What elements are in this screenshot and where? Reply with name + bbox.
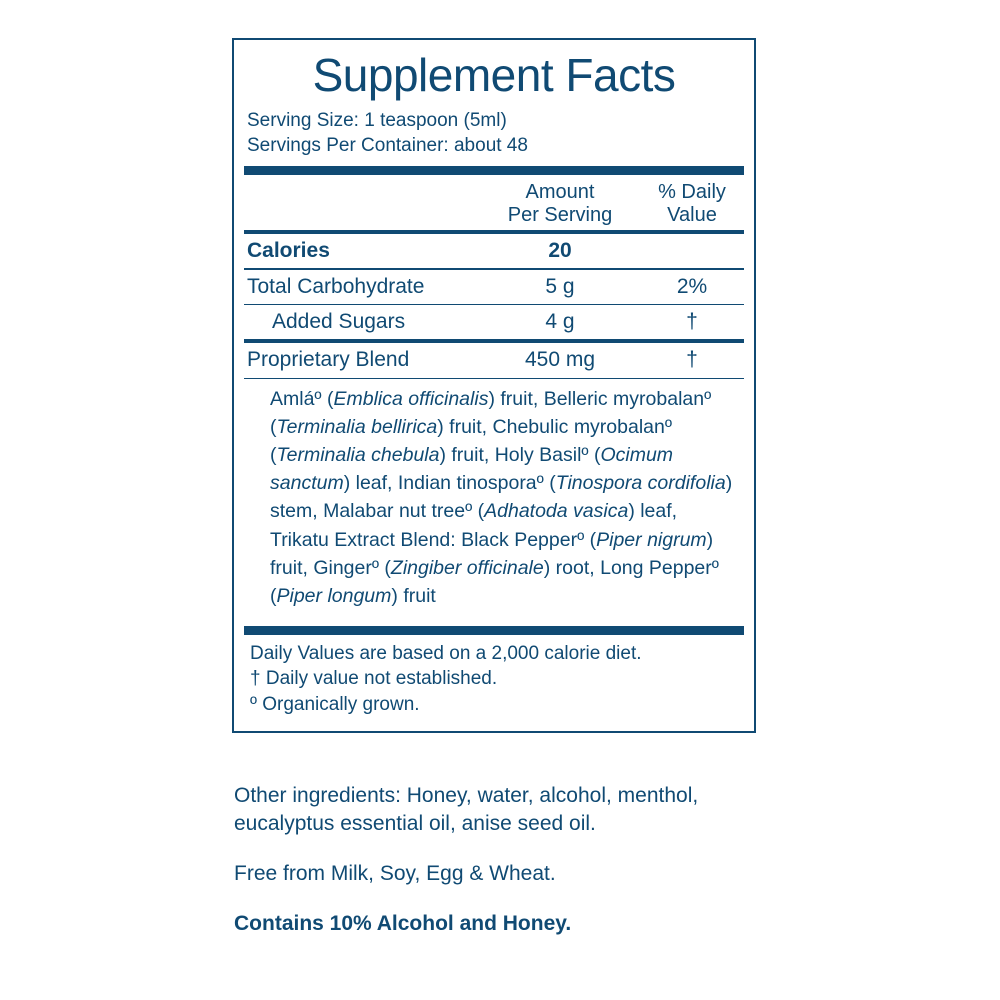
table-row bbox=[244, 343, 744, 377]
amount-per-serving-header bbox=[480, 181, 640, 226]
serving-size: Serving Size: 1 teaspoon (5ml) bbox=[247, 109, 507, 131]
row-name: Total Carbohydrate bbox=[247, 274, 425, 298]
proprietary-blend-ingredients: Amláº (Emblica officinalis) fruit, Belleric myrobalanº (Terminalia bellirica) fruit, Chebulic myrobalanº (Terminalia chebula) fruit, Holy Basilº (Ocimum sanctum) leaf, Indian tinosporaº (Tinospora cordifolia) stem, Malabar nut treeº (Adhatoda vasica) leaf, Trikatu Extract Blend: Black Pepperº (Piper nigrum) fruit, Gingerº (Zingiber officinale) root, Long Pepperº (Piper longum) fruit bbox=[270, 388, 733, 607]
amount-header-line1: Amount bbox=[525, 181, 595, 204]
footnote-daily-values: Daily Values are based on a 2,000 calorie diet. bbox=[250, 642, 642, 664]
divider-thick-bottom bbox=[244, 626, 744, 635]
below-panel-text bbox=[234, 782, 794, 938]
footnote-organic: º Organically grown. bbox=[250, 693, 420, 715]
row-amount: 450 mg bbox=[524, 348, 596, 372]
panel-footnotes bbox=[244, 635, 744, 719]
dv-header-line2: Value bbox=[667, 203, 717, 226]
allergen-statement: Free from Milk, Soy, Egg & Wheat. bbox=[234, 861, 556, 885]
footnote-dagger: † Daily value not established. bbox=[250, 668, 498, 690]
row-amount: 20 bbox=[548, 239, 572, 263]
row-amount: 4 g bbox=[545, 310, 575, 334]
servings-per-container: Servings Per Container: about 48 bbox=[247, 134, 528, 156]
table-row bbox=[244, 305, 744, 339]
row-amount: 5 g bbox=[545, 274, 575, 298]
column-headers bbox=[244, 175, 744, 230]
row-name: Proprietary Blend bbox=[247, 348, 410, 372]
daily-value-header bbox=[640, 181, 744, 226]
row-name: Calories bbox=[247, 239, 330, 263]
table-row bbox=[244, 234, 744, 268]
contains-statement: Contains 10% Alcohol and Honey. bbox=[234, 911, 572, 935]
row-daily-value: 2% bbox=[676, 274, 708, 298]
row-daily-value: † bbox=[686, 348, 698, 372]
table-row bbox=[244, 270, 744, 304]
divider-thick-top bbox=[244, 166, 744, 175]
row-name: Added Sugars bbox=[272, 310, 406, 334]
other-ingredients: Other ingredients: Honey, water, alcohol, menthol, eucalyptus essential oil, anise seed oil. bbox=[234, 784, 699, 835]
row-daily-value: † bbox=[686, 310, 698, 334]
supplement-facts-panel bbox=[232, 38, 756, 733]
amount-header-line2: Per Serving bbox=[507, 203, 613, 226]
dv-header-line1: % Daily bbox=[658, 181, 726, 204]
panel-title: Supplement Facts bbox=[312, 49, 676, 101]
